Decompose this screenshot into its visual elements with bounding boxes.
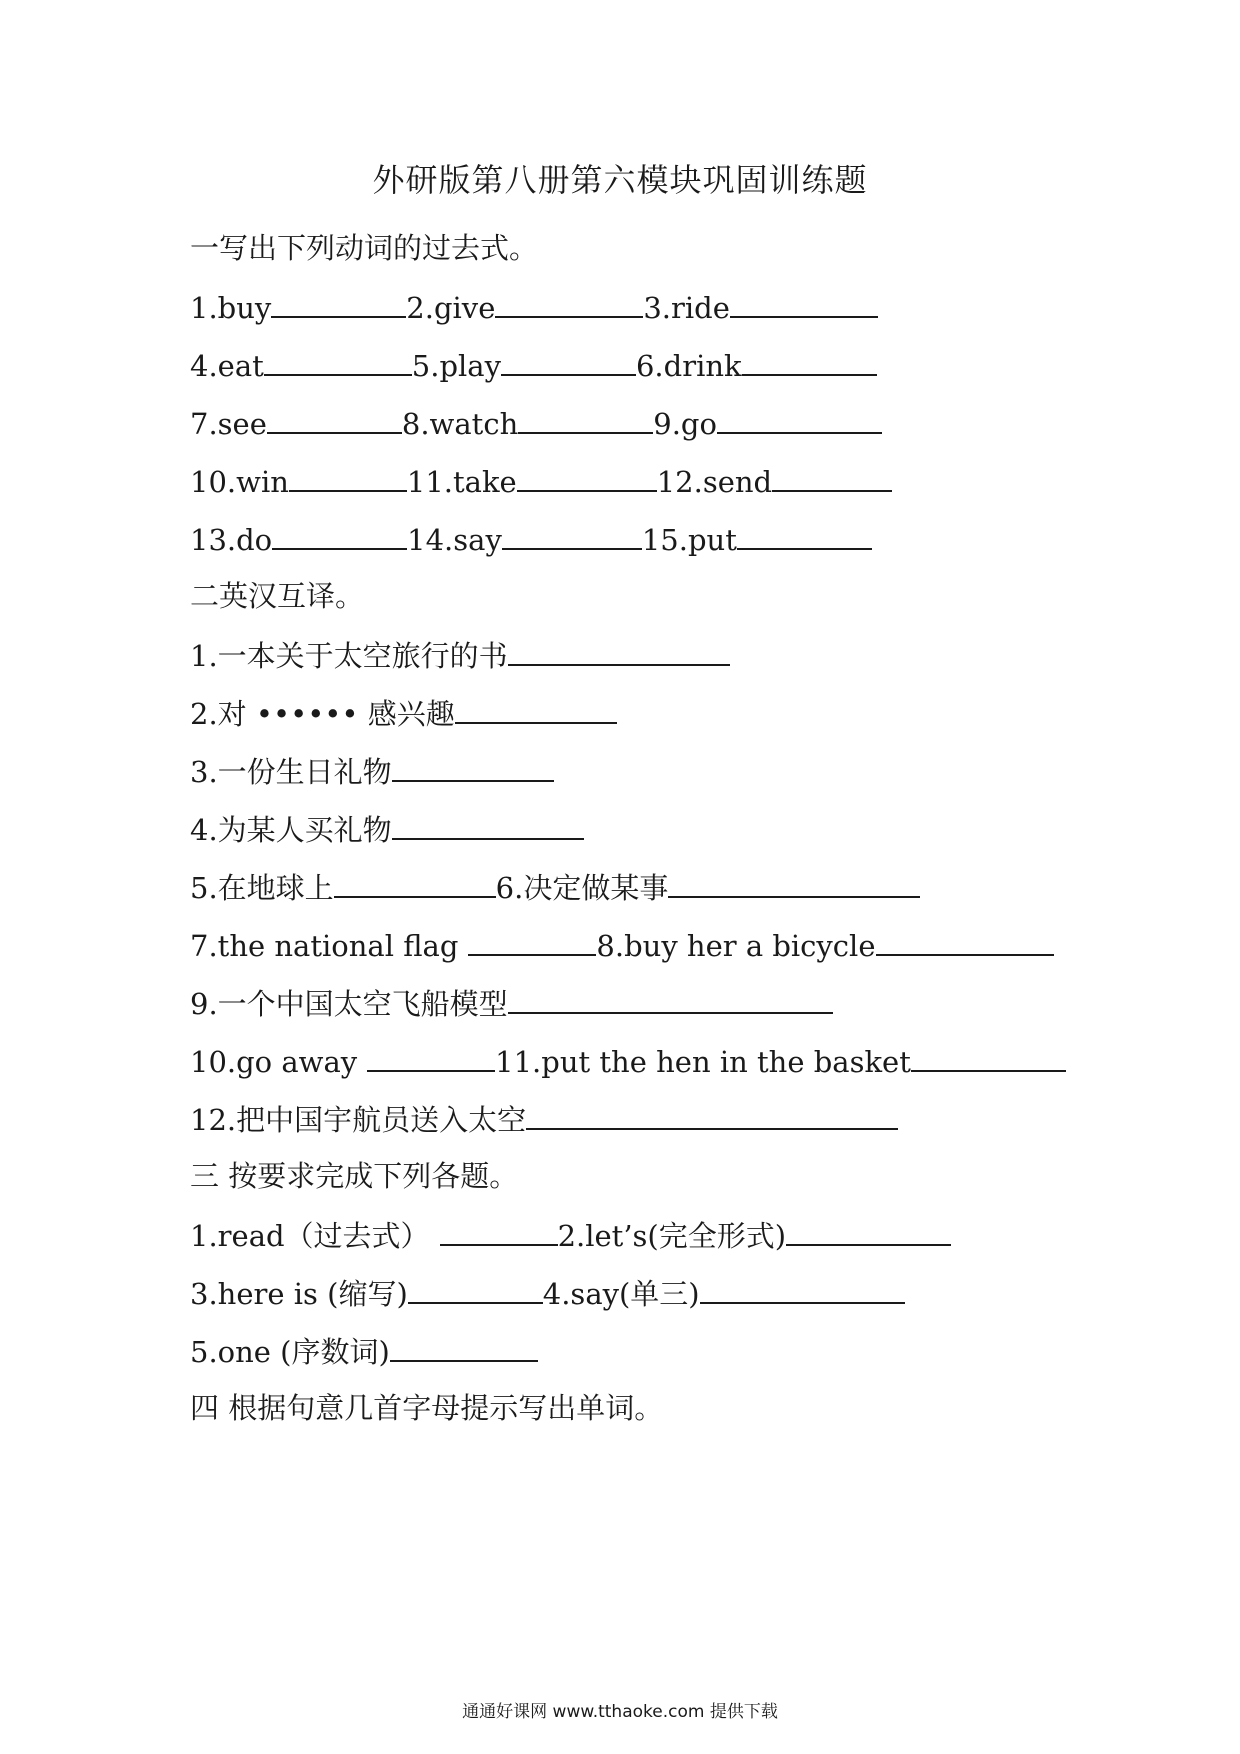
- section3-heading: 三 按要求完成下列各题。: [190, 1159, 519, 1193]
- verb-6: 6.drink: [635, 349, 742, 383]
- answer-blank[interactable]: [440, 1214, 558, 1246]
- form-item-3-4: [190, 1272, 905, 1314]
- translate-item-1: [190, 634, 730, 676]
- answer-blank[interactable]: [334, 866, 496, 898]
- translate-item-10-11: [190, 1040, 1066, 1082]
- answer-blank[interactable]: [271, 286, 406, 318]
- translate-item-3: [190, 750, 554, 792]
- answer-blank[interactable]: [668, 866, 920, 898]
- answer-blank[interactable]: [502, 518, 642, 550]
- answer-blank[interactable]: [289, 460, 407, 492]
- form-item-1-2: [190, 1214, 951, 1256]
- item-label: 1.一本关于太空旅行的书: [190, 639, 508, 673]
- answer-blank[interactable]: [911, 1040, 1066, 1072]
- verb-row-3: [190, 402, 882, 444]
- footer-source: 通通好课网 www.tthaoke.com 提供下载: [462, 1702, 778, 1722]
- page-title: 外研版第八册第六模块巩固训练题: [372, 161, 868, 199]
- verb-7: 7.see: [190, 407, 267, 441]
- translate-item-4: [190, 808, 584, 850]
- answer-blank[interactable]: [700, 1272, 905, 1304]
- answer-blank[interactable]: [390, 1330, 538, 1362]
- verb-3: 3.ride: [643, 291, 730, 325]
- verb-1: 1.buy: [190, 291, 272, 325]
- item-label: 10.go away: [190, 1045, 358, 1079]
- item-label: 2.let’s(完全形式): [557, 1219, 787, 1253]
- answer-blank[interactable]: [730, 286, 878, 318]
- section1-heading: 一写出下列动词的过去式。: [190, 231, 539, 265]
- answer-blank[interactable]: [495, 286, 643, 318]
- item-label: 5.one (序数词): [190, 1335, 390, 1369]
- item-label: 7.the national flag: [190, 929, 459, 963]
- verb-row-1: [190, 286, 878, 328]
- item-label: 9.一个中国太空飞船模型: [190, 987, 508, 1021]
- verb-8: 8.watch: [401, 407, 519, 441]
- item-label: 4.为某人买礼物: [190, 813, 392, 847]
- verb-2: 2.give: [406, 291, 496, 325]
- item-label: 3.here is (缩写): [190, 1277, 408, 1311]
- answer-blank[interactable]: [267, 402, 402, 434]
- item-label: 8.buy her a bicycle: [596, 929, 876, 963]
- item-label: 12.把中国宇航员送入太空: [190, 1103, 527, 1137]
- translate-item-7-8: [190, 924, 1054, 966]
- answer-blank[interactable]: [786, 1214, 951, 1246]
- verb-row-2: [190, 344, 877, 386]
- verb-11: 11.take: [406, 465, 517, 499]
- verb-13: 13.do: [190, 523, 273, 557]
- verb-14: 14.say: [407, 523, 502, 557]
- translate-item-5-6: [190, 866, 920, 908]
- verb-4: 4.eat: [190, 349, 264, 383]
- answer-blank[interactable]: [526, 1098, 898, 1130]
- answer-blank[interactable]: [272, 518, 407, 550]
- answer-blank[interactable]: [367, 1040, 495, 1072]
- item-label: 1.read（过去式）: [190, 1219, 430, 1253]
- answer-blank[interactable]: [455, 692, 617, 724]
- answer-blank[interactable]: [742, 344, 877, 376]
- answer-blank[interactable]: [717, 402, 882, 434]
- answer-blank[interactable]: [772, 460, 892, 492]
- answer-blank[interactable]: [517, 460, 657, 492]
- translate-item-9: [190, 982, 833, 1024]
- verb-5: 5.play: [411, 349, 501, 383]
- verb-row-4: [190, 460, 892, 502]
- answer-blank[interactable]: [392, 750, 554, 782]
- answer-blank[interactable]: [508, 982, 833, 1014]
- answer-blank[interactable]: [408, 1272, 543, 1304]
- answer-blank[interactable]: [468, 924, 596, 956]
- translate-item-2: [190, 692, 617, 734]
- item-label: 4.say(单三): [542, 1277, 700, 1311]
- section4-heading: 四 根据句意几首字母提示写出单词。: [190, 1391, 664, 1425]
- item-label: 6.决定做某事: [495, 871, 669, 905]
- translate-item-12: [190, 1098, 898, 1140]
- item-label: 3.一份生日礼物: [190, 755, 392, 789]
- section2-heading: 二英汉互译。: [190, 579, 365, 613]
- answer-blank[interactable]: [508, 634, 730, 666]
- verb-row-5: [190, 518, 872, 560]
- verb-10: 10.win: [190, 465, 289, 499]
- item-label: 5.在地球上: [190, 871, 334, 905]
- item-label: 11.put the hen in the basket: [495, 1045, 911, 1079]
- answer-blank[interactable]: [518, 402, 653, 434]
- answer-blank[interactable]: [737, 518, 872, 550]
- verb-12: 12.send: [656, 465, 773, 499]
- verb-9: 9.go: [653, 407, 717, 441]
- answer-blank[interactable]: [876, 924, 1054, 956]
- answer-blank[interactable]: [392, 808, 584, 840]
- answer-blank[interactable]: [264, 344, 412, 376]
- verb-15: 15.put: [641, 523, 737, 557]
- answer-blank[interactable]: [501, 344, 636, 376]
- item-label: 2.对 •••••• 感兴趣: [190, 697, 455, 731]
- form-item-5: [190, 1330, 538, 1372]
